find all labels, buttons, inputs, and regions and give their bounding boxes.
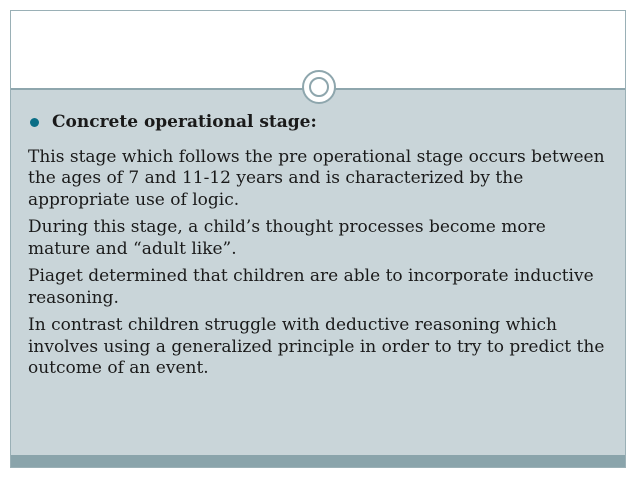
body-text	[28, 112, 608, 386]
bullet-dot-icon	[30, 118, 39, 127]
bullet-heading: Concrete operational stage:	[52, 112, 317, 132]
bullet-heading-row	[28, 112, 608, 134]
paragraph-3: Piaget determined that children are able to incorporate inductive reasoning.	[28, 266, 594, 308]
paragraph-4: In contrast children struggle with deductive reasoning which involves using a generalized principle in order to try to predict the outcome of an event.	[28, 315, 605, 378]
ring-ornament-icon	[302, 70, 336, 104]
ring-ornament-inner	[309, 77, 329, 97]
paragraph-1: This stage which follows the pre operational stage occurs between the ages of 7 and 11-12 years and is characterized by the appropriate use of logic.	[28, 146, 605, 210]
paragraph-2: During this stage, a child’s thought processes become more mature and “adult like”.	[28, 217, 546, 259]
